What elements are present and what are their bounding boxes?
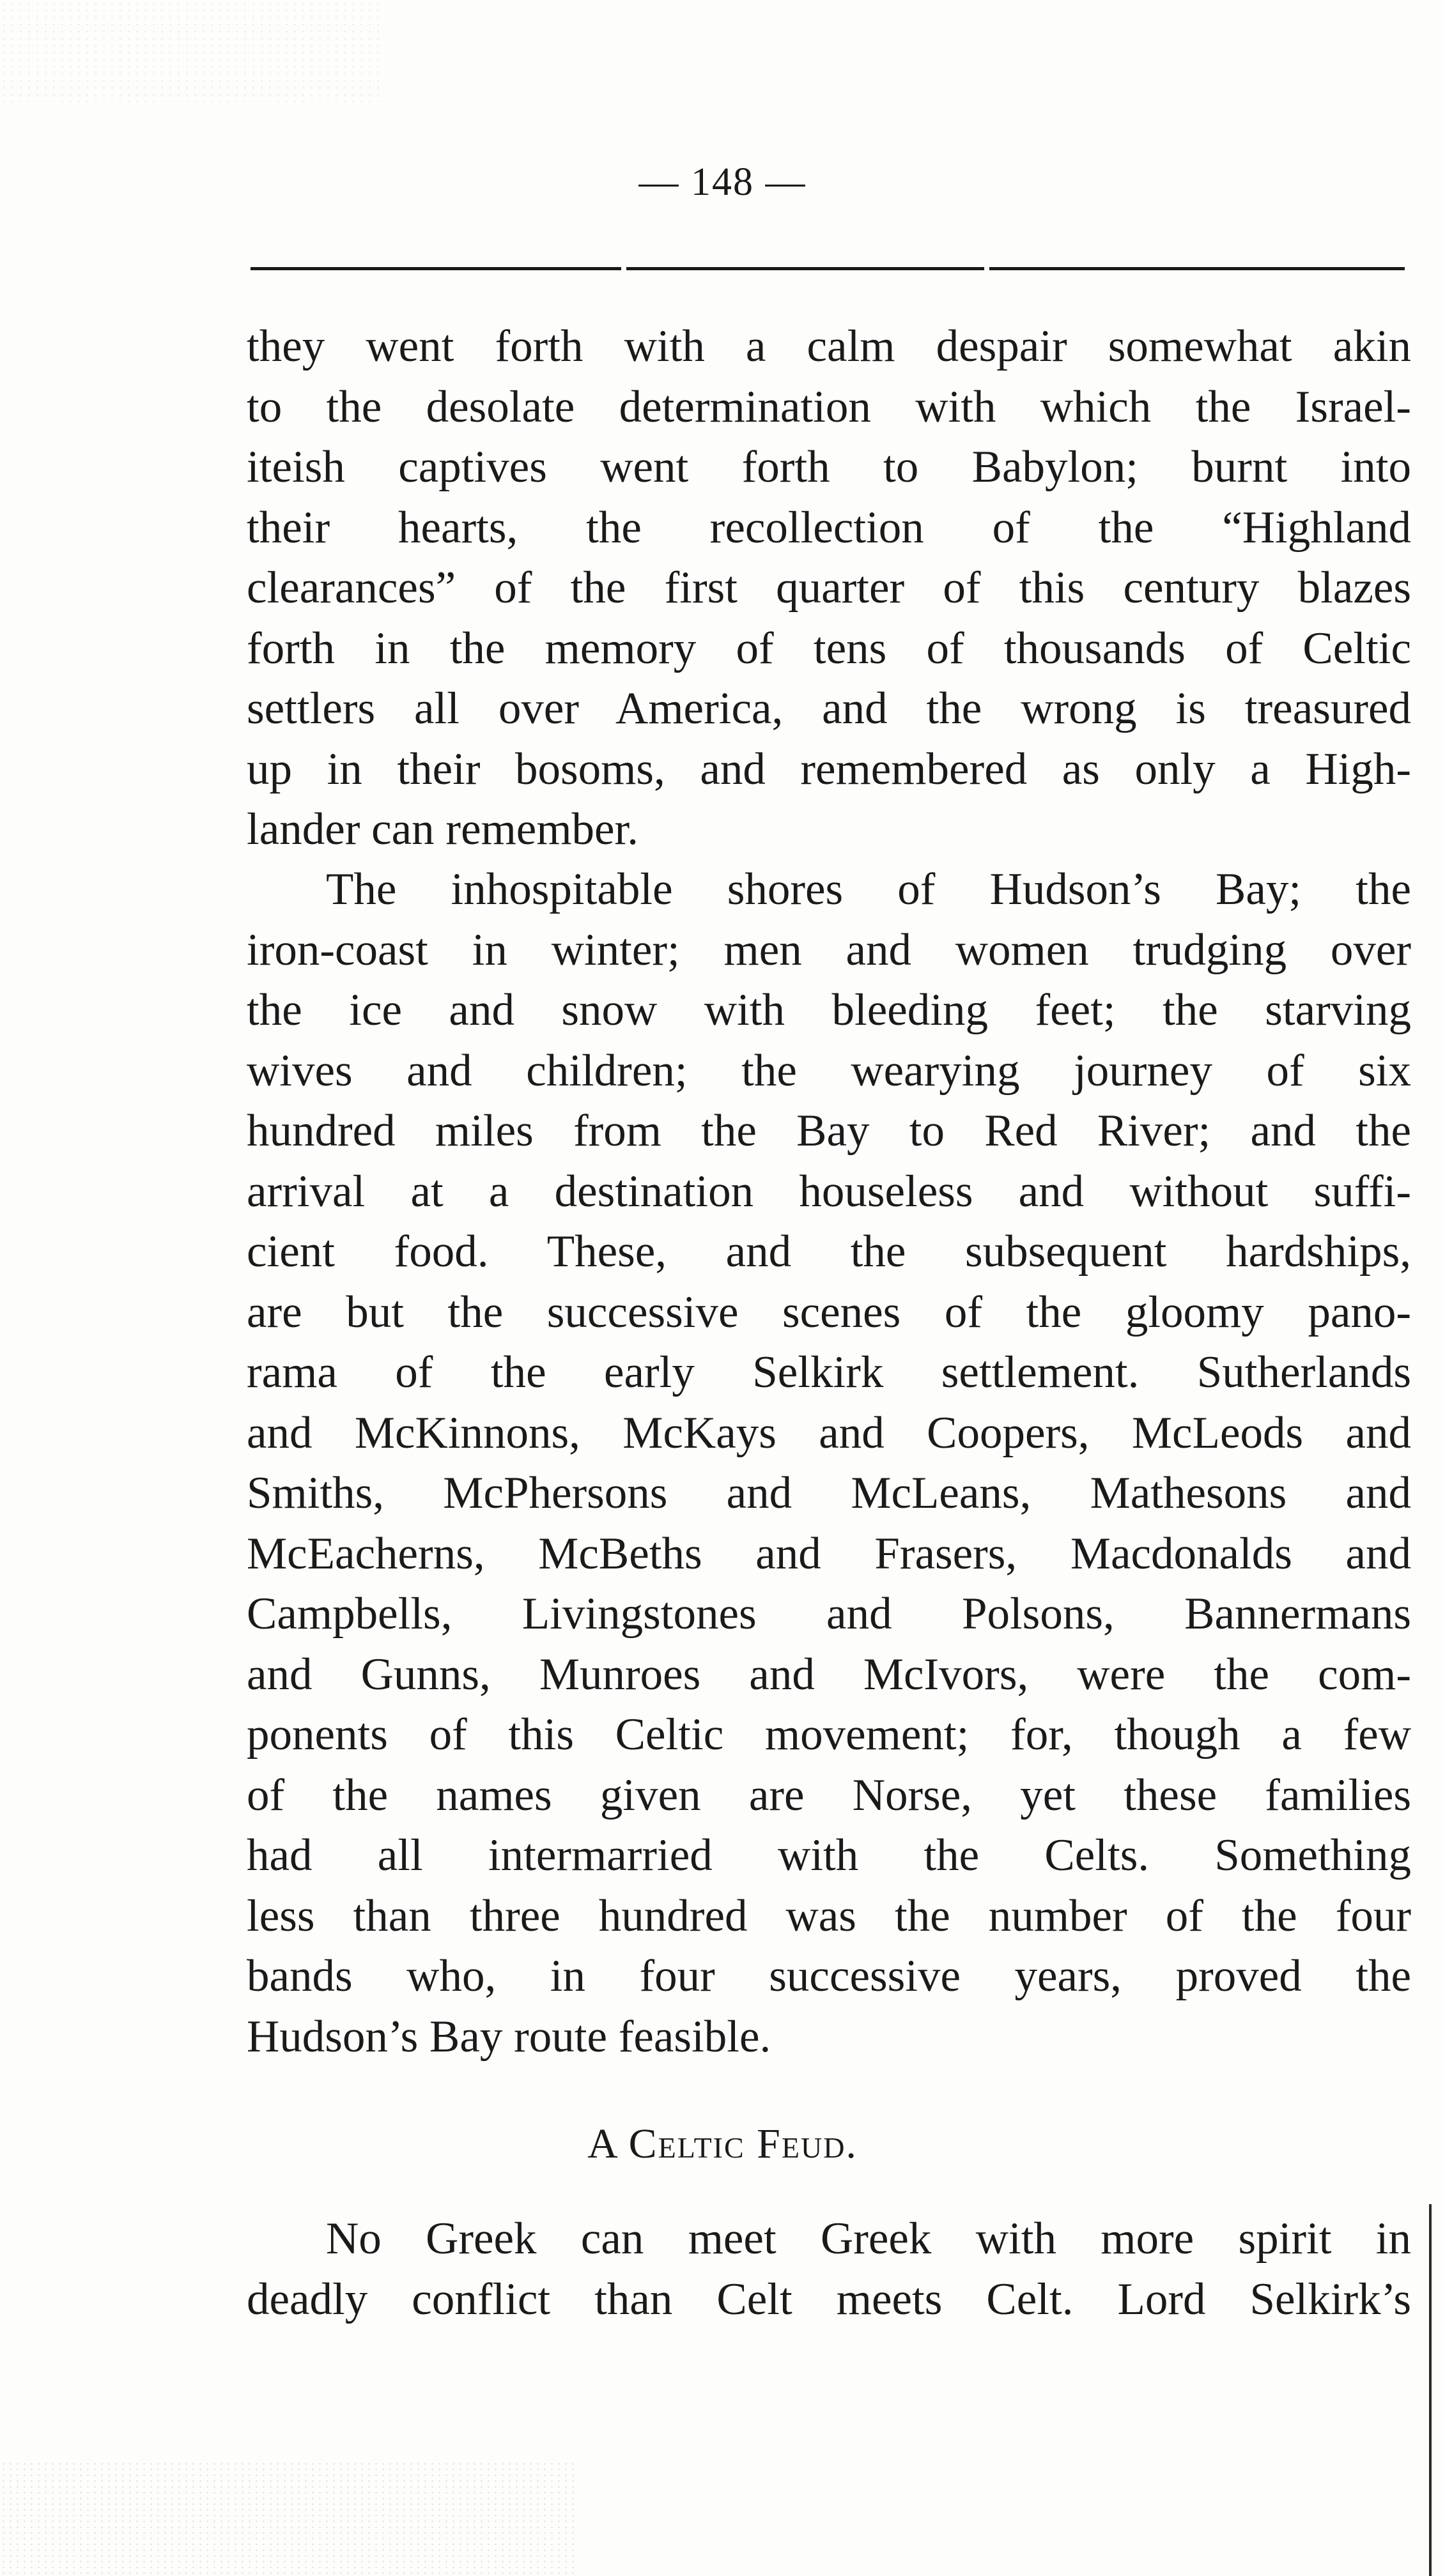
text-line: The inhospitable shores of Hudson’s Bay; the [326, 864, 1411, 914]
text-line: the ice and snow with bleeding feet; the starving [247, 985, 1411, 1035]
text-line: bands who, in four successive years, proved the [247, 1951, 1411, 2001]
page-edge-line [1429, 2204, 1432, 2576]
text-line: ponents of this Celtic movement; for, though a few [247, 1710, 1411, 1759]
text-line: had all intermarried with the Celts. Something [247, 1830, 1411, 1880]
page-number: — 148 — [638, 160, 807, 204]
text-line: settlers all over America, and the wrong is treasured [247, 684, 1411, 733]
paragraph-3 [247, 2209, 1411, 2329]
header-rule-middle [626, 267, 984, 270]
text-line: are but the successive scenes of the gloomy pano- [247, 1287, 1411, 1337]
text-line: they went forth with a calm despair somewhat akin [247, 321, 1411, 371]
text-line: forth in the memory of tens of thousands of Celtic [247, 623, 1411, 673]
text-line: iron-coast in winter; men and women trudging over [247, 924, 1411, 975]
text-line: less than three hundred was the number of the four [247, 1890, 1411, 1941]
text-line: hundred miles from the Bay to Red River; and the [247, 1106, 1411, 1156]
text-line: deadly conflict than Celt meets Celt. Lord Selkirk’s [247, 2274, 1411, 2324]
text-line: and Gunns, Munroes and McIvors, were the com- [247, 1649, 1411, 1699]
text-line: up in their bosoms, and remembered as only a High- [247, 744, 1411, 794]
text-line: Hudson’s Bay route feasible. [247, 2011, 771, 2062]
paragraph-2 [247, 859, 1411, 2067]
page-speckle-bottom [0, 2461, 575, 2576]
section-heading: A Celtic Feud. [587, 2120, 858, 2167]
text-line: to the desolate determination with which the Israel- [247, 381, 1411, 432]
page-speckle-top [0, 0, 383, 102]
text-line: Campbells, Livingstones and Polsons, Bannermans [247, 1589, 1411, 1639]
text-line: No Greek can meet Greek with more spirit in [326, 2214, 1411, 2264]
text-line: McEacherns, McBeths and Frasers, Macdonalds and [247, 1528, 1411, 1579]
text-line: rama of the early Selkirk settlement. Sutherlands [247, 1347, 1411, 1397]
text-line: of the names given are Norse, yet these families [247, 1770, 1411, 1820]
header-rule-right [989, 267, 1405, 270]
text-line: their hearts, the recollection of the “Highland [247, 502, 1411, 553]
text-line: arrival at a destination houseless and without suffi- [247, 1166, 1411, 1216]
text-line: lander can remember. [247, 804, 639, 854]
text-line: and McKinnons, McKays and Coopers, McLeods and [247, 1407, 1411, 1458]
text-line: Smiths, McPhersons and McLeans, Mathesons and [247, 1468, 1411, 1518]
text-line: clearances” of the first quarter of this century blazes [247, 563, 1411, 613]
paragraph-1 [247, 316, 1411, 860]
text-line: iteish captives went forth to Babylon; burnt into [247, 442, 1411, 492]
text-line: wives and children; the wearying journey of six [247, 1045, 1411, 1096]
header-rule-left [251, 267, 621, 270]
text-line: cient food. These, and the subsequent hardships, [247, 1227, 1411, 1276]
